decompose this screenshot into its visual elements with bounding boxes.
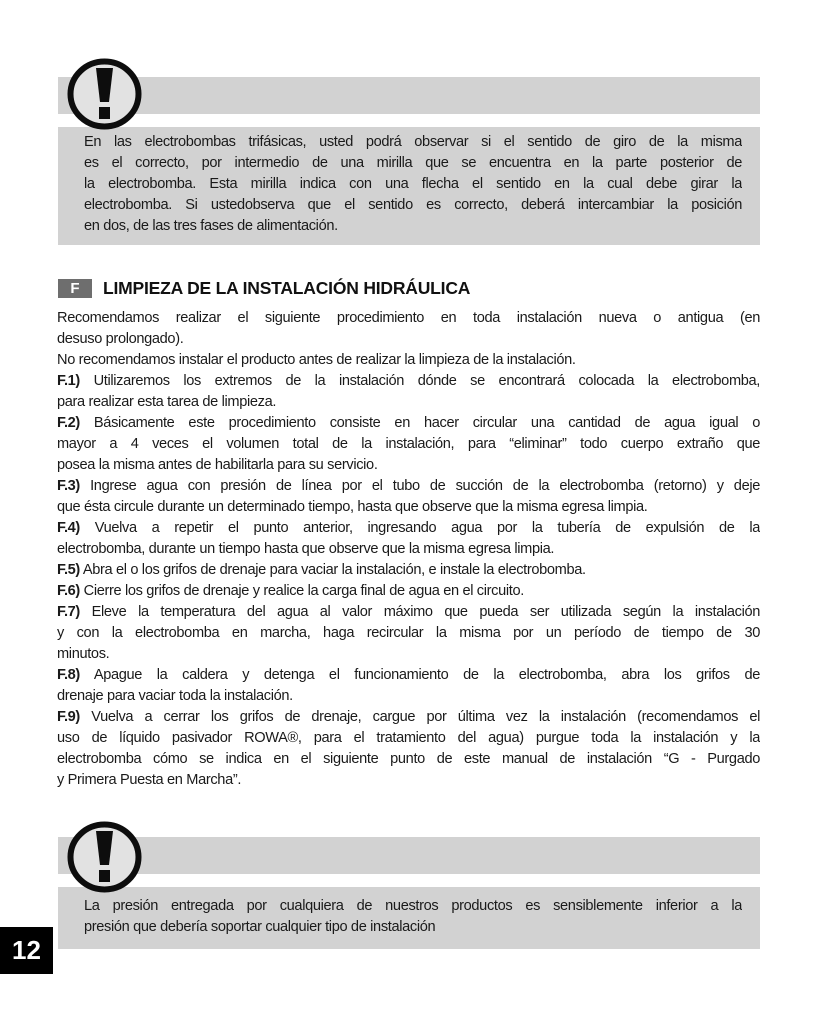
- body-line: [57, 518, 760, 539]
- step-text: No recomendamos instalar el producto antes de realizar la limpieza de la instalación.: [57, 352, 576, 368]
- body-line: [57, 413, 760, 434]
- note-line: La presión entregada por cualquiera de nuestros productos es sensiblemente inferior a la: [84, 898, 742, 914]
- body-line: [57, 350, 760, 371]
- note-line: la electrobomba. Esta mirilla indica con una flecha el sentido en la cual debe girar la: [84, 176, 742, 192]
- step-text: Apague la caldera y detenga el funcionamiento de la electrobomba, abra los grifos de: [79, 667, 760, 683]
- body-line: [57, 665, 760, 686]
- step-text: Abra el o los grifos de drenaje para vaciar la instalación, e instale la electrobomba.: [79, 562, 586, 578]
- body-line: [57, 707, 760, 728]
- step-text: desuso prolongado).: [57, 331, 184, 347]
- exclamation-circle-icon: [67, 58, 142, 130]
- step-text: y Primera Puesta en Marcha”.: [57, 772, 242, 788]
- body-line: [57, 770, 760, 791]
- step-label: F.3): [57, 478, 80, 494]
- step-text: y con la electrobomba en marcha, haga recircular la misma por un período de tiempo de 30: [57, 625, 760, 641]
- note-body-box: [58, 127, 760, 245]
- step-text: uso de líquido pasivador ROWA®, para el tratamiento del agua) purgue toda la instalación y la: [57, 730, 760, 746]
- step-text: Ingrese agua con presión de línea por el tubo de succión de la electrobomba (retorno) y deje: [79, 478, 760, 494]
- note-body-box: [58, 887, 760, 949]
- body-line: [57, 560, 760, 581]
- section-heading: [58, 278, 470, 298]
- step-text: que ésta circule durante un determinado tiempo, hasta que observe que la misma egresa limpia.: [57, 499, 648, 515]
- step-label: F.8): [57, 667, 80, 683]
- body-line: [57, 686, 760, 707]
- body-line: [57, 728, 760, 749]
- step-label: F.9): [57, 709, 80, 725]
- note-line: es el correcto, por intermedio de una mirilla que se encuentra en la parte posterior de: [84, 155, 742, 171]
- body-line: [57, 581, 760, 602]
- step-text: Vuelva a repetir el punto anterior, ingresando agua por la tubería de expulsión de la: [79, 520, 760, 536]
- step-text: drenaje para vaciar toda la instalación.: [57, 688, 293, 704]
- body-line: [57, 539, 760, 560]
- note-header-bar: [58, 77, 760, 114]
- step-text: Utilizaremos los extremos de la instalación dónde se encontrará colocada la electrobomba,: [79, 373, 760, 389]
- step-text: posea la misma antes de habilitarla para su servicio.: [57, 457, 378, 473]
- body-line: [57, 308, 760, 329]
- step-label: F.5): [57, 562, 80, 578]
- step-text: Básicamente este procedimiento consiste en hacer circular una cantidad de agua igual o: [79, 415, 760, 431]
- body-line: [57, 392, 760, 413]
- step-text: minutos.: [57, 646, 110, 662]
- step-label: F.7): [57, 604, 80, 620]
- step-label: F.2): [57, 415, 80, 431]
- page-number: 12: [0, 927, 53, 974]
- step-text: mayor a 4 veces el volumen total de la instalación, para “eliminar” todo cuerpo extraño que: [57, 436, 760, 452]
- step-label: F.4): [57, 520, 80, 536]
- body-line: [57, 329, 760, 350]
- note-line: electrobomba. Si ustedobserva que el sentido es correcto, deberá intercambiar la posición: [84, 197, 742, 213]
- body-line: [57, 497, 760, 518]
- section-badge: F: [58, 279, 92, 298]
- step-text: Recomendamos realizar el siguiente procedimiento en toda instalación nueva o antigua (en: [57, 310, 760, 326]
- body-line: [57, 476, 760, 497]
- body-line: [57, 644, 760, 665]
- body-line: [57, 749, 760, 770]
- section-body: [57, 308, 760, 791]
- step-text: Vuelva a cerrar los grifos de drenaje, cargue por última vez la instalación (recomendamos el: [79, 709, 760, 725]
- note-line: en dos, de las tres fases de alimentación.: [84, 218, 338, 234]
- step-text: Cierre los grifos de drenaje y realice la carga final de agua en el circuito.: [79, 583, 524, 599]
- body-line: [57, 623, 760, 644]
- step-label: F.1): [57, 373, 80, 389]
- note-line: En las electrobombas trifásicas, usted podrá observar si el sentido de giro de la misma: [84, 134, 742, 150]
- exclamation-circle-icon: [67, 821, 142, 893]
- body-line: [57, 602, 760, 623]
- step-text: para realizar esta tarea de limpieza.: [57, 394, 277, 410]
- body-line: [57, 455, 760, 476]
- note-header-bar: [58, 837, 760, 874]
- step-text: electrobomba, durante un tiempo hasta que observe que la misma egresa limpia.: [57, 541, 555, 557]
- section-title: LIMPIEZA DE LA INSTALACIÓN HIDRÁULICA: [103, 277, 471, 298]
- body-line: [57, 371, 760, 392]
- step-label: F.6): [57, 583, 80, 599]
- note-line: presión que debería soportar cualquier tipo de instalación: [84, 919, 436, 935]
- step-text: electrobomba cómo se indica en el siguiente punto de este manual de instalación “G - Purgado: [57, 751, 760, 767]
- body-line: [57, 434, 760, 455]
- step-text: Eleve la temperatura del agua al valor máximo que pueda ser utilizada según la instalación: [79, 604, 760, 620]
